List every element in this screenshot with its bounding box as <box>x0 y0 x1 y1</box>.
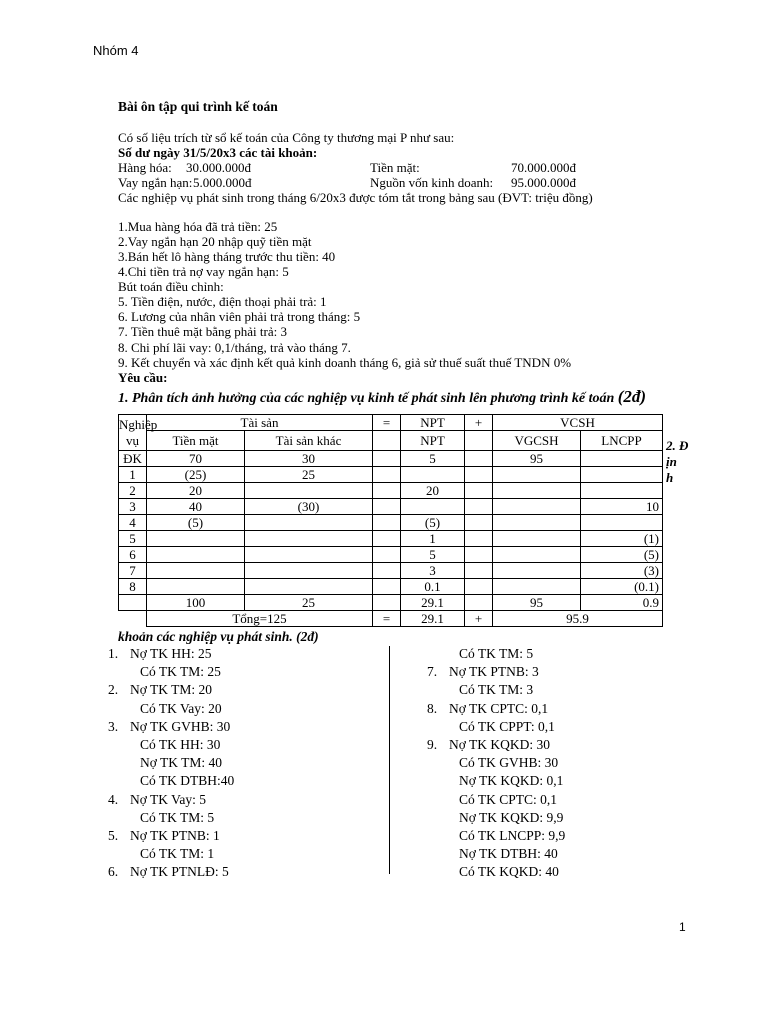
tien-mat-cell <box>147 547 245 563</box>
vgcsh-cell <box>493 467 581 483</box>
blank-cell <box>465 563 493 579</box>
vgcsh-cell <box>493 563 581 579</box>
intro-line: Có số liệu trích từ sổ kế toán của Công ty thương mại P như sau: <box>118 130 455 145</box>
balance-value: 30.000.000đ <box>186 160 251 175</box>
total-plus: + <box>465 611 493 627</box>
total-assets: Tổng=125 <box>147 611 373 627</box>
tien-mat-cell: 70 <box>147 451 245 467</box>
npt-cell: 5 <box>401 451 465 467</box>
tai-san-khac-cell <box>245 531 373 547</box>
page-number: 1 <box>679 920 686 934</box>
blank-cell <box>373 515 401 531</box>
blank-cell <box>373 595 401 611</box>
balance-value: 70.000.000đ <box>511 160 576 175</box>
npt-cell <box>401 467 465 483</box>
tien-mat-cell <box>147 531 245 547</box>
blank-cell <box>465 579 493 595</box>
transaction-item: 4.Chi tiền trả nợ vay ngắn hạn: 5 <box>118 264 289 279</box>
journal-entry: Nợ TK GVHB: 30 <box>130 718 231 734</box>
npt-cell: 1 <box>401 531 465 547</box>
adjustment-heading: Bút toán điều chỉnh: <box>118 279 224 294</box>
npt-cell: 5 <box>401 547 465 563</box>
task1-points: (2đ) <box>617 387 647 406</box>
table-row <box>119 499 663 515</box>
journal-entry: Có TK DTBH:40 <box>140 773 235 789</box>
journal-entry: Nợ TK CPTC: 0,1 <box>449 700 549 716</box>
plus-sign: + <box>465 415 493 431</box>
balance-value: 95.000.000đ <box>511 175 576 190</box>
document-title: Bài ôn tập qui trình kế toán <box>118 99 278 114</box>
transaction-item: 7. Tiền thuê mặt bằng phải trả: 3 <box>118 324 287 339</box>
lncpp-cell: 0.9 <box>581 595 663 611</box>
tien-mat-cell: 100 <box>147 595 245 611</box>
balance-label: Vay ngắn hạn: <box>118 175 193 190</box>
entry-number: 2. <box>108 682 119 698</box>
tien-mat-cell: 40 <box>147 499 245 515</box>
total-equals: = <box>373 611 401 627</box>
col-header-tai-san-khac: Tài sản khác <box>245 431 373 451</box>
table-row <box>119 563 663 579</box>
column-divider <box>389 646 390 874</box>
lncpp-cell: (3) <box>581 563 663 579</box>
entry-number: 6. <box>108 864 119 880</box>
equals-sign: = <box>373 415 401 431</box>
lncpp-cell <box>581 451 663 467</box>
nghiep-vu-cell <box>119 595 147 611</box>
tai-san-khac-cell <box>245 547 373 563</box>
lncpp-cell <box>581 467 663 483</box>
blank-cell <box>465 499 493 515</box>
nghiep-vu-cell: 4 <box>119 515 147 531</box>
vgcsh-cell <box>493 483 581 499</box>
blank-cell <box>373 531 401 547</box>
nghiep-vu-cell: 2 <box>119 483 147 499</box>
journal-entry: Có TK HH: 30 <box>140 737 221 752</box>
transaction-item: 6. Lương của nhân viên phải trả trong tháng: 5 <box>118 309 361 324</box>
entry-number: 1. <box>108 646 119 661</box>
col-header-vcsh: VCSH <box>493 415 663 431</box>
tai-san-khac-cell: (30) <box>245 499 373 515</box>
blank-cell <box>373 563 401 579</box>
lncpp-cell <box>581 483 663 499</box>
tai-san-khac-cell <box>245 515 373 531</box>
table-row <box>119 467 663 483</box>
table-row <box>119 579 663 595</box>
entry-number: 8. <box>427 700 438 716</box>
table-row <box>119 547 663 563</box>
nghiep-vu-cell: 3 <box>119 499 147 515</box>
tai-san-khac-cell <box>245 483 373 499</box>
balance-label: Nguồn vốn kinh doanh: <box>370 175 494 190</box>
total-npt: 29.1 <box>401 611 465 627</box>
nghiep-vu-cell: 8 <box>119 579 147 595</box>
blank-cell <box>465 451 493 467</box>
transaction-item: 9. Kết chuyển và xác định kết quả kinh doanh tháng 6, giả sử thuế suất thuế TNDN 0% <box>118 355 572 370</box>
vgcsh-cell <box>493 579 581 595</box>
vgcsh-cell <box>493 531 581 547</box>
col-header-vgcsh: VGCSH <box>493 431 581 451</box>
journal-entry: Có TK KQKD: 40 <box>459 864 559 880</box>
col-header-npt-sub: NPT <box>401 431 465 451</box>
balance-heading: Số dư ngày 31/5/20x3 các tài khoản: <box>118 145 318 160</box>
entry-number: 5. <box>108 828 119 843</box>
blank-cell <box>465 547 493 563</box>
transaction-item: 3.Bán hết lô hàng tháng trước thu tiền: 40 <box>118 249 336 264</box>
journal-entry: Nợ TK TM: 40 <box>140 755 223 771</box>
tai-san-khac-cell: 25 <box>245 595 373 611</box>
journal-entry: Có TK CPPT: 0,1 <box>459 718 555 734</box>
lncpp-cell: (5) <box>581 547 663 563</box>
entry-number: 3. <box>108 718 119 734</box>
vgcsh-cell <box>493 547 581 563</box>
journal-entry: Có TK TM: 5 <box>140 809 215 825</box>
table-row <box>119 451 663 467</box>
balance-label: Hàng hóa: <box>118 160 172 175</box>
lncpp-cell: (1) <box>581 531 663 547</box>
col-header-npt: NPT <box>401 415 465 431</box>
journal-entry: Nợ TK KQKD: 0,1 <box>459 773 564 789</box>
nghiep-vu-cell: 6 <box>119 547 147 563</box>
npt-cell: 0.1 <box>401 579 465 595</box>
journal-entry: Nợ TK Vay: 5 <box>130 791 207 807</box>
journal-entry: Có TK TM: 25 <box>140 664 221 680</box>
npt-cell: 3 <box>401 563 465 579</box>
total-vcsh: 95.9 <box>493 611 663 627</box>
blank-cell <box>465 431 493 451</box>
blank-cell <box>373 483 401 499</box>
tien-mat-cell <box>147 579 245 595</box>
table-row <box>119 515 663 531</box>
transaction-item: 1.Mua hàng hóa đã trả tiền: 25 <box>118 219 278 234</box>
blank-cell <box>465 595 493 611</box>
journal-entry: Nợ TK PTNLĐ: 5 <box>130 864 229 880</box>
lncpp-cell: (0.1) <box>581 579 663 595</box>
table-row <box>119 531 663 547</box>
nghiep-vu-cell: 1 <box>119 467 147 483</box>
npt-cell: (5) <box>401 515 465 531</box>
blank-cell <box>465 515 493 531</box>
journal-entry: Nợ TK DTBH: 40 <box>459 846 558 862</box>
task1-heading <box>118 389 646 406</box>
transaction-item: 5. Tiền điện, nước, điện thoại phải trả: 1 <box>118 294 327 309</box>
tai-san-khac-cell <box>245 563 373 579</box>
lncpp-cell <box>581 515 663 531</box>
journal-entry: Nợ TK KQKD: 9,9 <box>459 809 564 825</box>
tai-san-khac-cell: 25 <box>245 467 373 483</box>
journal-entry: Nợ TK TM: 20 <box>130 682 213 698</box>
task2-heading: khoản các nghiệp vụ phát sinh. (2đ) <box>118 629 319 644</box>
journal-entry: Có TK TM: 3 <box>459 682 534 698</box>
blank-cell <box>373 547 401 563</box>
nghiep-vu-cell: 5 <box>119 531 147 547</box>
blank-cell <box>373 431 401 451</box>
col-header-tai-san: Tài sản <box>147 415 373 431</box>
nghiep-vu-cell: 7 <box>119 563 147 579</box>
tai-san-khac-cell: 30 <box>245 451 373 467</box>
journal-entry: Nợ TK PTNB: 3 <box>449 664 539 680</box>
tien-mat-cell: (25) <box>147 467 245 483</box>
requirement-label: Yêu cầu: <box>118 370 168 385</box>
col-header-nghiep-vu: Nghiệp vụ <box>119 415 147 451</box>
vgcsh-cell <box>493 499 581 515</box>
tai-san-khac-cell <box>245 579 373 595</box>
lncpp-cell: 10 <box>581 499 663 515</box>
entry-number: 4. <box>108 791 119 807</box>
entry-number: 9. <box>427 737 438 752</box>
tien-mat-cell: 20 <box>147 483 245 499</box>
summary-line: Các nghiệp vụ phát sinh trong tháng 6/20x3 được tóm tắt trong bảng sau (ĐVT: triệu đồng) <box>118 190 593 205</box>
entry-number: 7. <box>427 664 438 680</box>
journal-entry: Có TK TM: 1 <box>140 846 215 862</box>
table-row <box>119 595 663 611</box>
vgcsh-cell: 95 <box>493 595 581 611</box>
task1-text: 1. Phân tích ảnh hưởng của các nghiệp vụ kinh tế phát sinh lên phương trình kế toán <box>118 391 615 406</box>
journal-entry: Nợ TK KQKD: 30 <box>449 737 551 752</box>
balance-label: Tiền mặt: <box>370 160 420 175</box>
blank-cell <box>373 451 401 467</box>
accounting-table <box>118 414 663 627</box>
balance-value: 5.000.000đ <box>193 175 252 190</box>
blank-cell <box>465 483 493 499</box>
col-header-lncpp: LNCPP <box>581 431 663 451</box>
transaction-item: 8. Chi phí lãi vay: 0,1/tháng, trả vào tháng 7. <box>118 340 351 355</box>
journal-entry: Nợ TK PTNB: 1 <box>130 828 220 843</box>
blank-cell <box>465 467 493 483</box>
npt-cell <box>401 499 465 515</box>
blank-cell <box>119 611 147 627</box>
blank-cell <box>373 467 401 483</box>
journal-entry: Có TK LNCPP: 9,9 <box>459 828 566 843</box>
npt-cell: 20 <box>401 483 465 499</box>
tien-mat-cell: (5) <box>147 515 245 531</box>
npt-cell: 29.1 <box>401 595 465 611</box>
table-row <box>119 483 663 499</box>
group-header: Nhóm 4 <box>93 43 139 58</box>
task2-side-label: 2. Đ ịn h <box>666 438 689 485</box>
transaction-item: 2.Vay ngắn hạn 20 nhập quỹ tiền mặt <box>118 234 312 249</box>
journal-entry: Có TK TM: 5 <box>459 646 534 661</box>
journal-entry: Nợ TK HH: 25 <box>130 646 212 661</box>
journal-entry: Có TK GVHB: 30 <box>459 755 559 771</box>
journal-entry: Có TK CPTC: 0,1 <box>459 791 558 807</box>
blank-cell <box>465 531 493 547</box>
journal-entry: Có TK Vay: 20 <box>140 700 222 716</box>
blank-cell <box>373 579 401 595</box>
blank-cell <box>373 499 401 515</box>
vgcsh-cell <box>493 515 581 531</box>
vgcsh-cell: 95 <box>493 451 581 467</box>
nghiep-vu-cell: ĐK <box>119 451 147 467</box>
col-header-tien-mat: Tiền mặt <box>147 431 245 451</box>
tien-mat-cell <box>147 563 245 579</box>
